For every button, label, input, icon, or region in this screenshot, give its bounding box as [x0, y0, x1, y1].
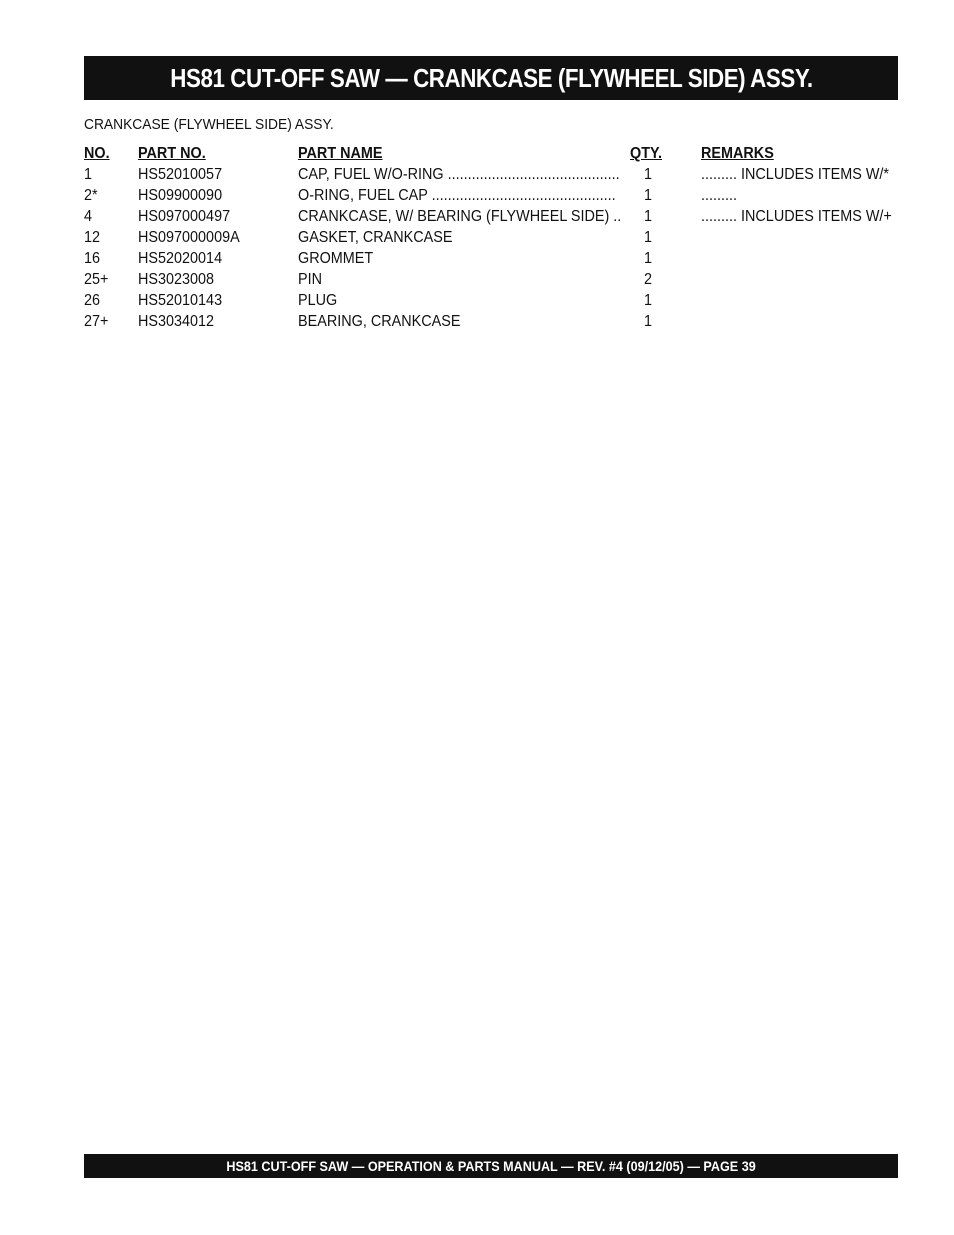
- part-number: HS52010057: [138, 166, 223, 183]
- table-row: [84, 166, 890, 187]
- quantity: 1: [644, 292, 653, 309]
- column-header-part-no: PART NO.: [138, 145, 206, 162]
- part-number: HS09900090: [138, 187, 223, 204]
- part-name: BEARING, CRANKCASE: [298, 313, 461, 330]
- table-row: [84, 271, 884, 292]
- quantity: 1: [644, 313, 653, 330]
- quantity: 1: [644, 166, 653, 183]
- part-name: GROMMET: [298, 250, 374, 267]
- part-number: HS097000497: [138, 208, 231, 225]
- item-number: 1: [84, 166, 93, 183]
- table-row: [84, 250, 884, 271]
- table-row: [84, 229, 884, 250]
- table-row: [84, 313, 884, 334]
- quantity: 1: [644, 229, 653, 246]
- column-header-remarks: REMARKS: [701, 145, 774, 162]
- part-name: PIN: [298, 271, 323, 288]
- part-number: HS52020014: [138, 250, 223, 267]
- part-name: GASKET, CRANKCASE: [298, 229, 453, 246]
- part-name: CRANKCASE, W/ BEARING (FLYWHEEL SIDE) ..: [298, 208, 622, 225]
- quantity: 2: [644, 271, 653, 288]
- page-title-bar: [84, 56, 898, 100]
- column-header-part-name: PART NAME: [298, 145, 383, 162]
- item-number: 12: [84, 229, 101, 246]
- part-number: HS52010143: [138, 292, 223, 309]
- page-title: HS81 CUT-OFF SAW — CRANKCASE (FLYWHEEL SIDE) ASSY.: [169, 62, 813, 93]
- part-name: O-RING, FUEL CAP ..............................................: [298, 187, 616, 204]
- item-number: 27+: [84, 313, 109, 330]
- section-label: CRANKCASE (FLYWHEEL SIDE) ASSY.: [84, 116, 334, 133]
- parts-list: [84, 145, 892, 334]
- item-number: 26: [84, 292, 101, 309]
- quantity: 1: [644, 250, 653, 267]
- quantity: 1: [644, 187, 653, 204]
- item-number: 4: [84, 208, 93, 225]
- item-number: 25+: [84, 271, 109, 288]
- column-header-no: NO.: [84, 145, 110, 162]
- parts-list-header: [84, 145, 884, 166]
- part-number: HS3034012: [138, 313, 215, 330]
- table-row: [84, 208, 892, 229]
- item-number: 2*: [84, 187, 98, 204]
- remarks: ......... INCLUDES ITEMS W/*: [701, 166, 890, 183]
- part-name: PLUG: [298, 292, 338, 309]
- table-row: [84, 187, 884, 208]
- remarks: .........: [701, 187, 738, 204]
- remarks: ......... INCLUDES ITEMS W/+: [701, 208, 892, 225]
- quantity: 1: [644, 208, 653, 225]
- part-number: HS3023008: [138, 271, 215, 288]
- column-header-qty: QTY.: [630, 145, 663, 162]
- part-name: CAP, FUEL W/O-RING ...........................................: [298, 166, 620, 183]
- footer-text: HS81 CUT-OFF SAW — OPERATION & PARTS MANUAL — REV. #4 (09/12/05) — PAGE 39: [226, 1158, 756, 1174]
- footer-bar: [84, 1154, 898, 1178]
- table-row: [84, 292, 884, 313]
- item-number: 16: [84, 250, 101, 267]
- part-number: HS097000009A: [138, 229, 240, 246]
